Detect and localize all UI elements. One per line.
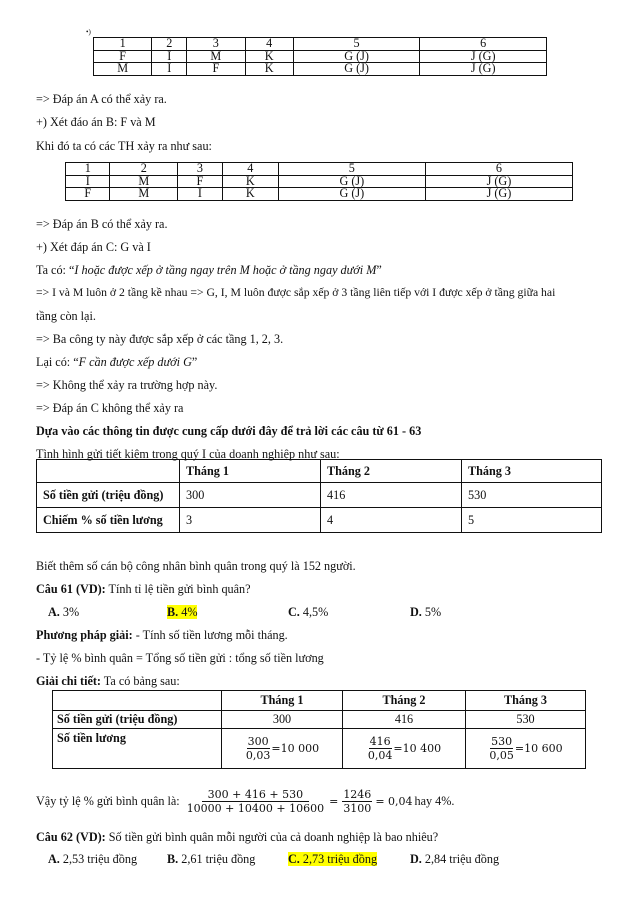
option-c[interactable]: C. 4,5% [288,605,329,619]
text-line: +) Xét đáp án C: G và I [36,240,151,254]
fraction: $\frac{300}{0,03}$ [245,735,271,762]
text-line: => I và M luôn ở 2 tầng kề nhau => G, I, M luôn được sắp xếp ở 3 tầng liên tiếp với I được xếp ở tầng giữa hai [36,286,556,299]
table-row: F M I K G (J) J (G) [66,188,573,201]
table-row: Số tiền gửi (triệu đồng) 300 416 530 [37,483,602,508]
fraction: $\frac{1246}{3100}$ [343,788,372,815]
option-c[interactable]: C. 2,73 triệu đồng [288,852,378,866]
table-row: F I M K G (J) J (G) [94,50,547,63]
option-a[interactable]: A. 2,53 triệu đồng [48,852,138,866]
text-line: => Đáp án C không thể xảy ra [36,401,184,415]
text-line: Tình hình gửi tiết kiệm trong quý I của doanh nghiệp như sau: [36,447,340,461]
table-row: 1 2 3 4 5 6 [94,38,547,51]
method-line: Phương pháp giải: - Tính số tiền lương mỗi tháng. [36,628,288,642]
option-b[interactable]: B. 2,61 triệu đồng [167,852,256,866]
text-line: Lại có: “F cần được xếp dưới G” [36,355,198,369]
table-row: Số tiền lương $\frac{300}{0,03}$ =10 000 $\frac{416}{0,04}$ =10 400 $\frac{530}{0,05}$ =10 600 [53,729,586,769]
table-arrangement-a [93,37,547,76]
table-arrangement-b [65,162,573,201]
table-row: I M F K G (J) J (G) [66,175,573,188]
corner-mark: •) [86,28,91,36]
text-line: => Không thể xảy ra trường hợp này. [36,378,218,392]
text-line: +) Xét đáo án B: F và M [36,115,156,129]
option-a[interactable]: A. 3% [48,605,80,619]
method-line-2: - Tỷ lệ % bình quân = Tổng số tiền gửi : tổng số tiền lương [36,651,324,665]
text-line: => Đáp án A có thể xảy ra. [36,92,167,106]
section-heading: Dựa vào các thông tin được cung cấp dưới đây để trả lời các câu từ 61 - 63 [36,424,422,438]
option-b[interactable]: B. 4% [167,605,198,619]
table-row: Chiếm % số tiền lương 3 4 5 [37,508,602,533]
table-row: 1 2 3 4 5 6 [66,163,573,176]
text-line: => Ba công ty này được sắp xếp ở các tầng 1, 2, 3. [36,332,284,346]
text-line: => Đáp án B có thể xảy ra. [36,217,168,231]
text-line: tầng còn lại. [36,309,96,323]
fraction: $\frac{530}{0,05}$ [489,735,514,762]
text-line: Biết thêm số cán bộ công nhân bình quân trong quý là 152 người. [36,559,356,573]
formula-line: Vậy tỷ lệ % gửi bình quân là: $\frac{300 + 416 + 530}{10000 + 10400 + 10600}$ = $\frac{1246}{3100}$ = 0,04 hay 4%. [36,788,455,815]
detail-line: Giải chi tiết: Ta có bảng sau: [36,674,180,688]
text-line: Ta có: “I hoặc được xếp ở tầng ngay trên M hoặc ở tầng ngay dưới M” [36,263,382,277]
fraction: $\frac{300 + 416 + 530}{10000 + 10400 + 10600}$ [186,788,325,815]
fraction: $\frac{416}{0,04}$ [367,735,393,762]
text-line: Khi đó ta có các TH xảy ra như sau: [36,139,212,153]
table-row: Tháng 1 Tháng 2 Tháng 3 [53,691,586,711]
table-row: M I F K G (J) J (G) [94,63,547,76]
table-savings [36,459,602,533]
question-62: Câu 62 (VD): Số tiền gửi bình quân mỗi người của cả doanh nghiệp là bao nhiêu? [36,830,439,844]
table-salary [52,690,586,769]
option-d[interactable]: D. 5% [410,605,442,619]
table-row: Tháng 1 Tháng 2 Tháng 3 [37,460,602,483]
option-d[interactable]: D. 2,84 triệu đồng [410,852,500,866]
question-61: Câu 61 (VD): Tính tỉ lệ tiền gửi bình quân? [36,582,251,596]
table-row: Số tiền gửi (triệu đồng) 300 416 530 [53,711,586,729]
